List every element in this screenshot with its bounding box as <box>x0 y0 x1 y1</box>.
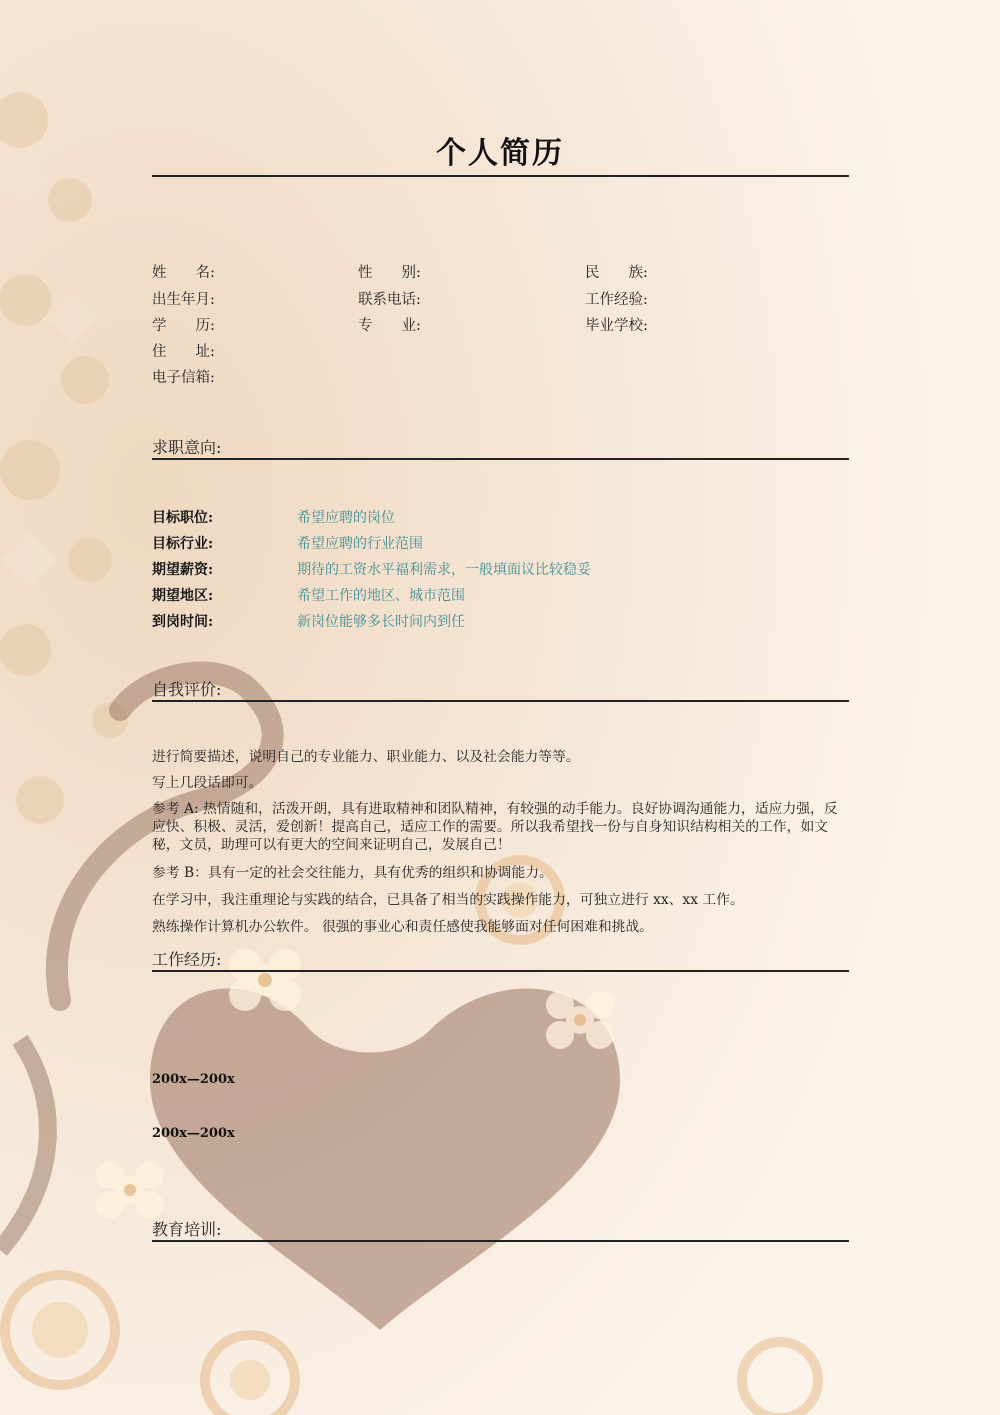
training-divider <box>152 1240 849 1242</box>
objective-label: 目标职位: <box>152 510 214 526</box>
objective-label: 到岗时间: <box>152 614 214 630</box>
section-title-training: 教育培训: <box>152 1220 222 1239</box>
section-title-self-eval: 自我评价: <box>152 680 222 699</box>
email-label: 电子信箱: <box>152 370 215 386</box>
self-eval-paragraph: 参考 A: 热情随和，活泼开朗，具有进取精神和团队精神，有较强的动手能力。良好协调沟通能力，适应力强，反应快、积极、灵活，爱创新！提高自己，适应工作的需要。所以我希望找一份与自身知识结构相关的工作，如文秘，文员，助理可以有更大的空间来证明自己，发展自己！ <box>152 801 838 853</box>
self-eval-paragraph: 写上几段话即可。 <box>152 775 263 791</box>
objective-divider <box>152 458 849 460</box>
birth-label: 出生年月: <box>152 292 215 308</box>
title-divider <box>152 175 849 177</box>
phone-label: 联系电话: <box>358 292 421 308</box>
education-label: 学 历: <box>152 318 215 334</box>
school-label: 毕业学校: <box>585 318 648 334</box>
work-period: 200x—200x <box>152 1126 235 1141</box>
major-label: 专 业: <box>358 318 421 334</box>
objective-label: 目标行业: <box>152 536 214 552</box>
work-period: 200x—200x <box>152 1072 235 1087</box>
self-eval-paragraph: 参考 B：具有一定的社会交往能力，具有优秀的组织和协调能力。 <box>152 865 553 881</box>
objective-value: 期待的工资水平福利需求，一般填面议比较稳妥 <box>297 562 591 578</box>
objective-value: 新岗位能够多长时间内到任 <box>297 614 465 630</box>
ethnicity-label: 民 族: <box>585 265 648 281</box>
experience-label: 工作经验: <box>585 292 648 308</box>
work-divider <box>152 970 849 972</box>
self-eval-divider <box>152 700 849 702</box>
page-title: 个人简历 <box>436 136 564 171</box>
address-label: 住 址: <box>152 344 215 360</box>
gender-label: 性 别: <box>358 265 421 281</box>
objective-value: 希望应聘的行业范围 <box>297 536 423 552</box>
self-eval-paragraph: 在学习中，我注重理论与实践的结合，已具备了相当的实践操作能力，可独立进行 xx、xx 工作。 <box>152 892 744 908</box>
self-eval-paragraph: 进行简要描述，说明自己的专业能力、职业能力、以及社会能力等等。 <box>152 749 580 765</box>
objective-label: 期望地区: <box>152 588 214 604</box>
objective-value: 希望应聘的岗位 <box>297 510 395 526</box>
name-label: 姓 名: <box>152 265 215 281</box>
objective-label: 期望薪资: <box>152 562 214 578</box>
objective-value: 希望工作的地区、城市范围 <box>297 588 465 604</box>
section-title-work: 工作经历: <box>152 950 222 969</box>
self-eval-paragraph: 熟练操作计算机办公软件。 很强的事业心和责任感使我能够面对任何困难和挑战。 <box>152 919 654 935</box>
section-title-objective: 求职意向: <box>152 438 222 457</box>
